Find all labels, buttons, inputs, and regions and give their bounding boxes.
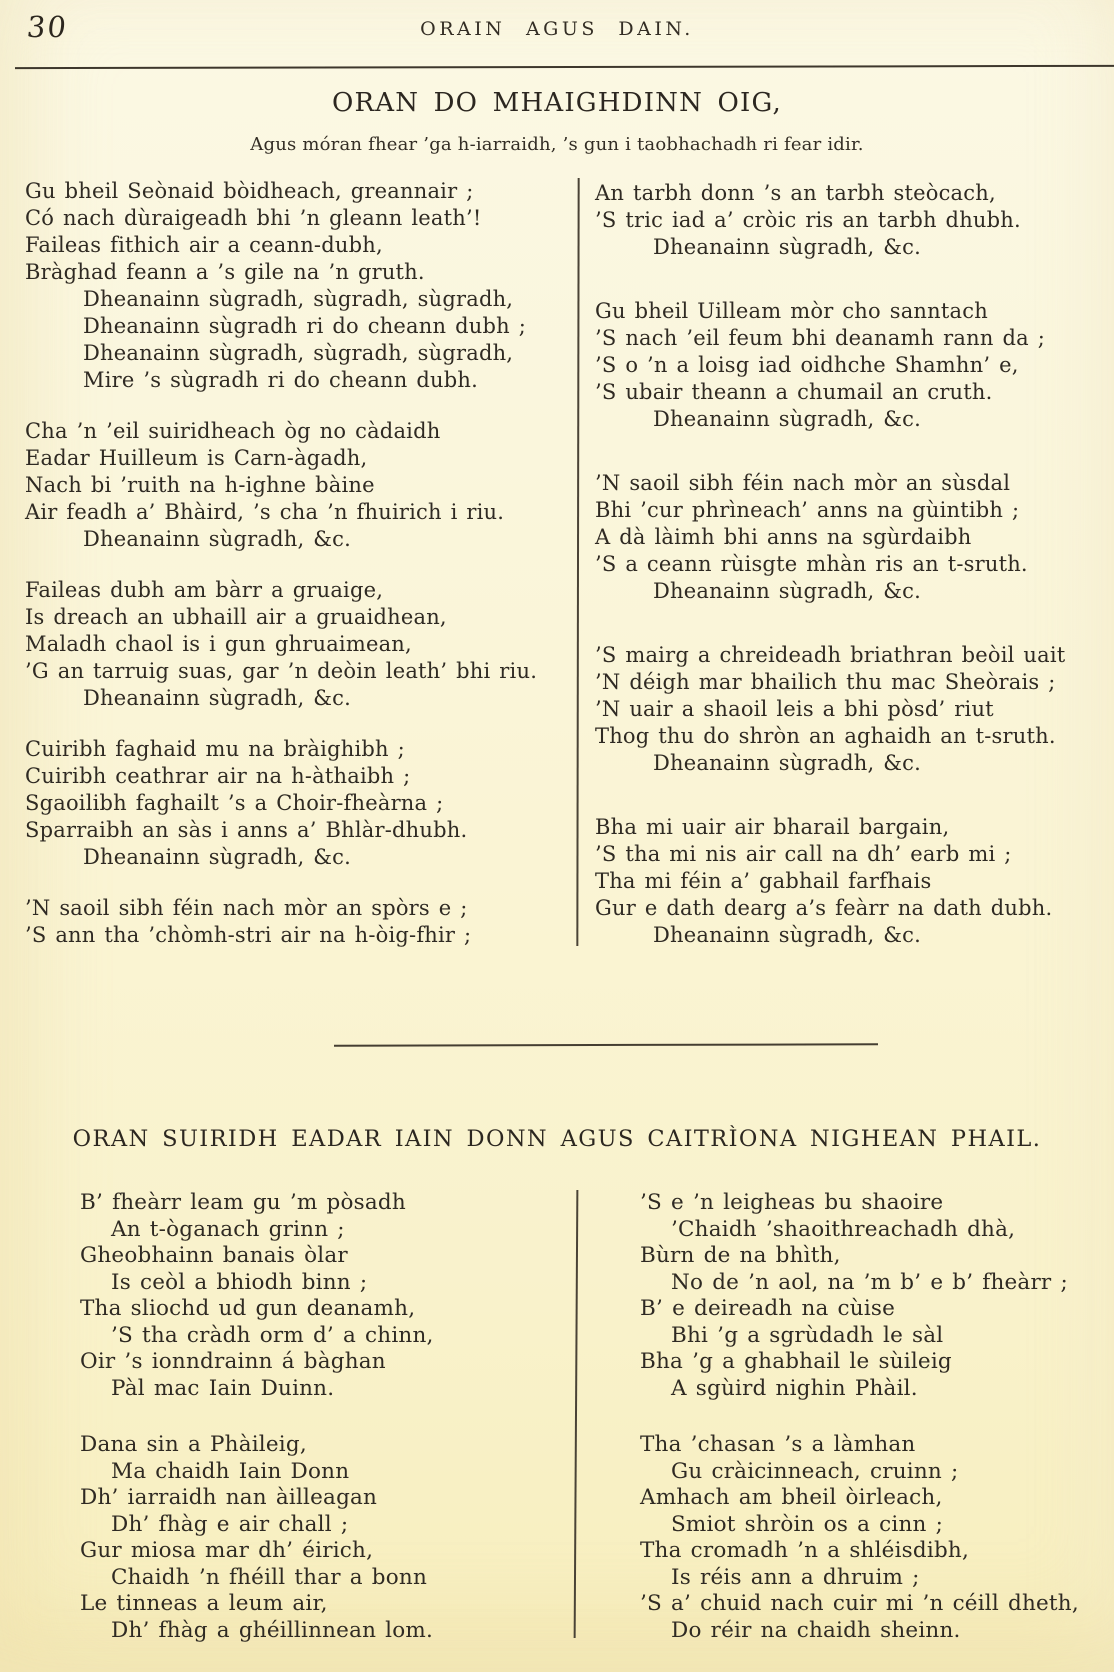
verse-line: Có nach dùraigeadh bhi ’n gleann leath’! xyxy=(25,206,482,230)
verse-line: Chaidh ’n fhéill thar a bonn xyxy=(111,1564,428,1590)
verse-line: Thog thu do shròn an aghaidh an t-sruth. xyxy=(595,724,1056,748)
poem2-left-column xyxy=(80,1190,550,1672)
stanza xyxy=(80,1432,550,1644)
verse-line: Le tinneas a leum air, xyxy=(80,1591,328,1616)
verse-line: Is dreach an ubhaill air a gruaidhean, xyxy=(25,605,447,629)
verse-line: ’S tha mi nis air call na dh’ earb mi ; xyxy=(595,842,1012,866)
verse-line: Dheanainn sùgradh, sùgradh, sùgradh, xyxy=(83,287,514,311)
verse-line: Tha mi féin a’ gabhail farfhais xyxy=(595,869,932,893)
verse-line: B’ fheàrr leam gu ’m pòsadh xyxy=(80,1190,406,1215)
verse-line: Amhach am bheil òirleach, xyxy=(640,1485,943,1510)
verse-line: Dheanainn sùgradh, &c. xyxy=(653,579,921,603)
verse-line: Dheanainn sùgradh, sùgradh, sùgradh, xyxy=(83,341,514,365)
verse-line: An t-òganach grinn ; xyxy=(111,1216,345,1242)
verse-line: Eadar Huilleum is Carn-àgadh, xyxy=(25,446,368,470)
verse-line: ’S ubair theann a chumail an cruth. xyxy=(595,380,993,404)
verse-line: Air feadh a’ Bhàird, ’s cha ’n fhuirich i riu. xyxy=(25,500,505,524)
verse-line: Cha ’n ’eil suiridheach òg no càdaidh xyxy=(25,419,441,443)
verse-line: Dheanainn sùgradh, &c. xyxy=(653,407,921,431)
verse-line: Cuiribh ceathrar air na h-àthaibh ; xyxy=(25,764,411,788)
verse-line: ’S tha cràdh orm d’ a chinn, xyxy=(111,1322,434,1348)
verse-line: Sparraibh an sàs i anns a’ Bhlàr-dhubh. xyxy=(25,818,468,842)
verse-line: ’S tric iad a’ cròic ris an tarbh dhubh. xyxy=(595,208,1021,232)
verse-line: Pàl mac Iain Duinn. xyxy=(111,1375,335,1401)
page-number: 30 xyxy=(25,10,70,44)
verse-line: An tarbh donn ’s an tarbh steòcach, xyxy=(595,181,996,205)
verse-line: Gu bheil Seònaid bòidheach, greannair ; xyxy=(25,179,474,203)
verse-line: Bùrn de na bhìth, xyxy=(640,1243,841,1268)
stanza xyxy=(25,577,565,712)
running-header: ORAIN AGUS DAIN. xyxy=(420,18,694,40)
stanza xyxy=(595,470,1110,605)
stanza xyxy=(595,642,1110,777)
stanza xyxy=(80,1190,550,1402)
verse-line: Smiot shròin os a cinn ; xyxy=(671,1511,944,1537)
verse-line: Oir ’s ionndrainn á bàghan xyxy=(80,1349,386,1374)
stanza xyxy=(25,418,565,553)
verse-line: Dana sin a Phàileig, xyxy=(80,1432,307,1457)
verse-line: Nach bi ’ruith na h-ighne bàine xyxy=(25,473,375,497)
verse-line: B’ e deireadh na cùise xyxy=(640,1296,896,1321)
poem2-right-column xyxy=(640,1190,1100,1672)
verse-line: Gheobhainn banais òlar xyxy=(80,1243,348,1268)
verse-line: Tha cromadh ’n a shléisdibh, xyxy=(640,1538,969,1563)
stanza xyxy=(25,178,565,394)
verse-line: ’N déigh mar bhailich thu mac Sheòrais ; xyxy=(595,670,1056,694)
column-divider-rule xyxy=(576,178,579,946)
verse-line: Gur e dath dearg a’s feàrr na dath dubh. xyxy=(595,896,1053,920)
verse-line: Ma chaidh Iain Donn xyxy=(111,1458,350,1484)
header-rule xyxy=(15,65,1114,69)
verse-line: ’S ann tha ’chòmh-stri air na h-òig-fhir ; xyxy=(25,923,472,947)
stanza xyxy=(25,895,565,949)
verse-line: ’Chaidh ’shaoithreachadh dhà, xyxy=(671,1216,1016,1242)
stanza xyxy=(595,814,1110,949)
verse-line: ’S a’ chuid nach cuir mi ’n céill dheth, xyxy=(640,1591,1079,1616)
verse-line: Bha mi uair air bharail bargain, xyxy=(595,815,950,839)
verse-line: Dheanainn sùgradh, &c. xyxy=(83,527,351,551)
verse-line: Maladh chaol is i gun ghruaimean, xyxy=(25,632,412,656)
verse-line: No de ’n aol, na ’m b’ e b’ fheàrr ; xyxy=(671,1269,1068,1295)
verse-line: Do réir na chaidh sheinn. xyxy=(671,1617,961,1643)
stanza xyxy=(640,1432,1100,1644)
verse-line: Faileas fithich air a ceann-dubh, xyxy=(25,233,383,257)
verse-line: Dh’ fhàg a ghéillinnean lom. xyxy=(111,1617,434,1643)
verse-line: Dheanainn sùgradh ri do cheann dubh ; xyxy=(83,314,526,338)
column-divider-rule xyxy=(574,1190,579,1638)
verse-line: Dh’ iarraidh nan àilleagan xyxy=(80,1485,378,1510)
verse-line: Tha ’chasan ’s a làmhan xyxy=(640,1432,916,1457)
verse-line: ’N saoil sibh féin nach mòr an spòrs e ; xyxy=(25,896,468,920)
verse-line: ’N saoil sibh féin nach mòr an sùsdal xyxy=(595,471,1011,495)
poem1-left-column xyxy=(25,178,565,973)
verse-line: Dheanainn sùgradh, &c. xyxy=(653,235,921,259)
stanza xyxy=(595,180,1110,261)
verse-line: ’N uair a shaoil leis a bhi pòsd’ riut xyxy=(595,697,994,721)
poem1-subtitle: Agus móran fhear ’ga h-iarraidh, ’s gun i taobhachadh ri fear idir. xyxy=(250,134,864,155)
verse-line: Dh’ fhàg e air chall ; xyxy=(111,1511,349,1537)
stanza xyxy=(25,736,565,871)
verse-line: Bràghad feann a ’s gile na ’n gruth. xyxy=(25,260,425,284)
verse-line: Cuiribh faghaid mu na bràighibh ; xyxy=(25,737,405,761)
stanza xyxy=(640,1190,1100,1402)
stanza xyxy=(595,298,1110,433)
section-divider-rule xyxy=(334,1043,878,1046)
verse-line: Tha sliochd ud gun deanamh, xyxy=(80,1296,416,1321)
verse-line: ’S o ’n a loisg iad oidhche Shamhn’ e, xyxy=(595,353,1019,377)
poem2-title: ORAN SUIRIDH EADAR IAIN DONN AGUS CAITRÌONA NIGHEAN PHAIL. xyxy=(72,1126,1042,1152)
verse-line: Sgaoilibh faghailt ’s a Choir-fheàrna ; xyxy=(25,791,444,815)
verse-line: A dà làimh bhi anns na sgùrdaibh xyxy=(595,525,972,549)
poem1-title: ORAN DO MHAIGHDINN OIG, xyxy=(331,88,783,118)
verse-line: ’S mairg a chreideadh briathran beòil uait xyxy=(595,643,1066,667)
verse-line: Dheanainn sùgradh, &c. xyxy=(653,751,921,775)
verse-line: ’S nach ’eil feum bhi deanamh rann da ; xyxy=(595,326,1045,350)
verse-line: Bhi ’cur phrìneach’ anns na gùintibh ; xyxy=(595,498,1020,522)
verse-line: Faileas dubh am bàrr a gruaige, xyxy=(25,578,384,602)
verse-line: Is réis ann a dhruim ; xyxy=(671,1564,920,1590)
verse-line: Mire ’s sùgradh ri do cheann dubh. xyxy=(83,368,478,392)
verse-line: Gur miosa mar dh’ éirich, xyxy=(80,1538,374,1563)
verse-line: Dheanainn sùgradh, &c. xyxy=(83,845,351,869)
verse-line: ’G an tarruig suas, gar ’n deòin leath’ bhi riu. xyxy=(25,659,538,683)
verse-line: Bhi ’g a sgrùdadh le sàl xyxy=(671,1322,944,1348)
verse-line: ’S e ’n leigheas bu shaoire xyxy=(640,1190,944,1215)
verse-line: Dheanainn sùgradh, &c. xyxy=(83,686,351,710)
verse-line: Bha ’g a ghabhail le sùileig xyxy=(640,1349,952,1374)
poem1-right-column xyxy=(595,180,1110,986)
verse-line: Is ceòl a bhiodh binn ; xyxy=(111,1269,368,1295)
verse-line: A sgùird nighin Phàil. xyxy=(671,1375,918,1401)
verse-line: Dheanainn sùgradh, &c. xyxy=(653,923,921,947)
verse-line: Gu bheil Uilleam mòr cho sanntach xyxy=(595,299,988,323)
verse-line: ’S a ceann rùisgte mhàn ris an t-sruth. xyxy=(595,552,1028,576)
verse-line: Gu cràicinneach, cruinn ; xyxy=(671,1458,959,1484)
